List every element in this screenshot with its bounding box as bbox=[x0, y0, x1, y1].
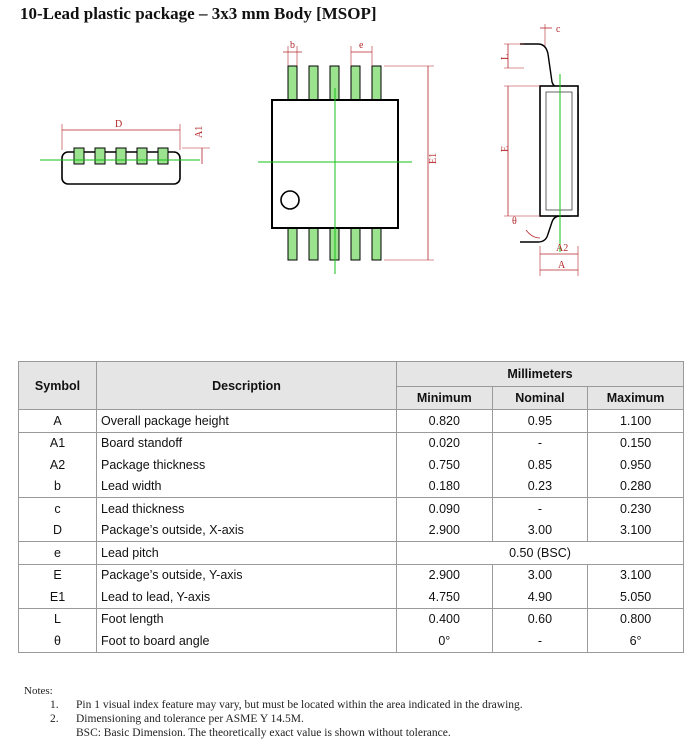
row-symbol: e bbox=[19, 542, 97, 565]
row-symbol: A2 bbox=[19, 454, 97, 476]
dim-label-e: e bbox=[359, 40, 364, 51]
row-nominal: - bbox=[492, 498, 587, 520]
row-description: Lead thickness bbox=[97, 498, 397, 520]
row-nominal: 0.85 bbox=[492, 454, 587, 476]
row-description: Package’s outside, Y-axis bbox=[97, 564, 397, 586]
row-maximum: 0.230 bbox=[588, 498, 684, 520]
row-description: Foot length bbox=[97, 608, 397, 630]
table-row bbox=[19, 410, 684, 433]
row-minimum: 0.750 bbox=[396, 454, 492, 476]
dim-label-e1: E1 bbox=[428, 152, 439, 164]
row-span-value: 0.50 (BSC) bbox=[396, 542, 683, 565]
row-minimum: 0.820 bbox=[396, 410, 492, 433]
row-description: Lead to lead, Y-axis bbox=[97, 586, 397, 608]
side-view-drawing bbox=[40, 124, 210, 184]
dim-label-b: b bbox=[290, 40, 295, 51]
dim-label-l: L bbox=[500, 53, 511, 60]
dim-label-a2: A2 bbox=[556, 243, 569, 254]
row-nominal: - bbox=[492, 432, 587, 454]
row-symbol: c bbox=[19, 498, 97, 520]
nominal-column-header: Nominal bbox=[492, 387, 587, 410]
row-nominal: 3.00 bbox=[492, 520, 587, 542]
row-minimum: 4.750 bbox=[396, 586, 492, 608]
table-row bbox=[19, 630, 684, 652]
end-view-drawing bbox=[504, 24, 578, 276]
row-description: Lead pitch bbox=[97, 542, 397, 565]
note-item bbox=[24, 712, 523, 726]
row-maximum: 3.100 bbox=[588, 564, 684, 586]
row-minimum: 0.020 bbox=[396, 432, 492, 454]
table-row bbox=[19, 564, 684, 586]
notes-header: Notes: bbox=[24, 685, 53, 697]
row-maximum: 0.800 bbox=[588, 608, 684, 630]
dimension-table bbox=[18, 361, 684, 653]
row-symbol: E bbox=[19, 564, 97, 586]
row-symbol: A bbox=[19, 410, 97, 433]
dim-label-a1: A1 bbox=[194, 125, 205, 138]
dim-label-d: D bbox=[115, 119, 123, 130]
row-minimum: 0.090 bbox=[396, 498, 492, 520]
row-nominal: 0.60 bbox=[492, 608, 587, 630]
note-number: 2. bbox=[50, 713, 59, 725]
table-row bbox=[19, 586, 684, 608]
row-maximum: 0.950 bbox=[588, 454, 684, 476]
table-row bbox=[19, 498, 684, 520]
row-description: Lead width bbox=[97, 476, 397, 498]
row-symbol: A1 bbox=[19, 432, 97, 454]
row-minimum: 0.180 bbox=[396, 476, 492, 498]
notes-section bbox=[24, 684, 523, 740]
dim-label-theta: θ bbox=[512, 216, 517, 227]
note-text: Dimensioning and tolerance per ASME Y 14.5M. bbox=[76, 713, 304, 725]
row-symbol: b bbox=[19, 476, 97, 498]
table-row bbox=[19, 542, 684, 565]
table-row bbox=[19, 432, 684, 454]
note-item bbox=[24, 698, 523, 712]
note-text: Pin 1 visual index feature may vary, but must be located within the area indicated in the drawing. bbox=[76, 699, 523, 711]
row-nominal: 4.90 bbox=[492, 586, 587, 608]
description-column-header: Description bbox=[97, 362, 397, 410]
row-description: Package thickness bbox=[97, 454, 397, 476]
row-maximum: 1.100 bbox=[588, 410, 684, 433]
row-minimum: 2.900 bbox=[396, 564, 492, 586]
row-maximum: 5.050 bbox=[588, 586, 684, 608]
bsc-note: BSC: Basic Dimension. The theoretically exact value is shown without tolerance. bbox=[76, 727, 451, 739]
table-row bbox=[19, 454, 684, 476]
symbol-column-header: Symbol bbox=[19, 362, 97, 410]
page-title: 10-Lead plastic package – 3x3 mm Body [MSOP] bbox=[20, 4, 377, 23]
row-nominal: 3.00 bbox=[492, 564, 587, 586]
maximum-column-header: Maximum bbox=[588, 387, 684, 410]
row-description: Overall package height bbox=[97, 410, 397, 433]
top-view-drawing bbox=[258, 46, 434, 274]
row-maximum: 0.150 bbox=[588, 432, 684, 454]
row-description: Board standoff bbox=[97, 432, 397, 454]
row-minimum: 0° bbox=[396, 630, 492, 652]
row-minimum: 0.400 bbox=[396, 608, 492, 630]
millimeters-group-header: Millimeters bbox=[396, 362, 683, 387]
table-row bbox=[19, 476, 684, 498]
row-nominal: 0.95 bbox=[492, 410, 587, 433]
row-symbol: E1 bbox=[19, 586, 97, 608]
row-description: Package’s outside, X-axis bbox=[97, 520, 397, 542]
row-maximum: 6° bbox=[588, 630, 684, 652]
row-symbol: θ bbox=[19, 630, 97, 652]
dim-label-c: c bbox=[556, 24, 561, 35]
row-symbol: L bbox=[19, 608, 97, 630]
table-row bbox=[19, 608, 684, 630]
row-maximum: 0.280 bbox=[588, 476, 684, 498]
row-nominal: - bbox=[492, 630, 587, 652]
row-symbol: D bbox=[19, 520, 97, 542]
minimum-column-header: Minimum bbox=[396, 387, 492, 410]
dim-label-a: A bbox=[558, 260, 566, 271]
dim-label-e-side: E bbox=[500, 145, 511, 152]
table-row bbox=[19, 520, 684, 542]
note-number: 1. bbox=[50, 699, 59, 711]
row-maximum: 3.100 bbox=[588, 520, 684, 542]
row-minimum: 2.900 bbox=[396, 520, 492, 542]
row-nominal: 0.23 bbox=[492, 476, 587, 498]
row-description: Foot to board angle bbox=[97, 630, 397, 652]
package-drawing bbox=[0, 24, 700, 354]
